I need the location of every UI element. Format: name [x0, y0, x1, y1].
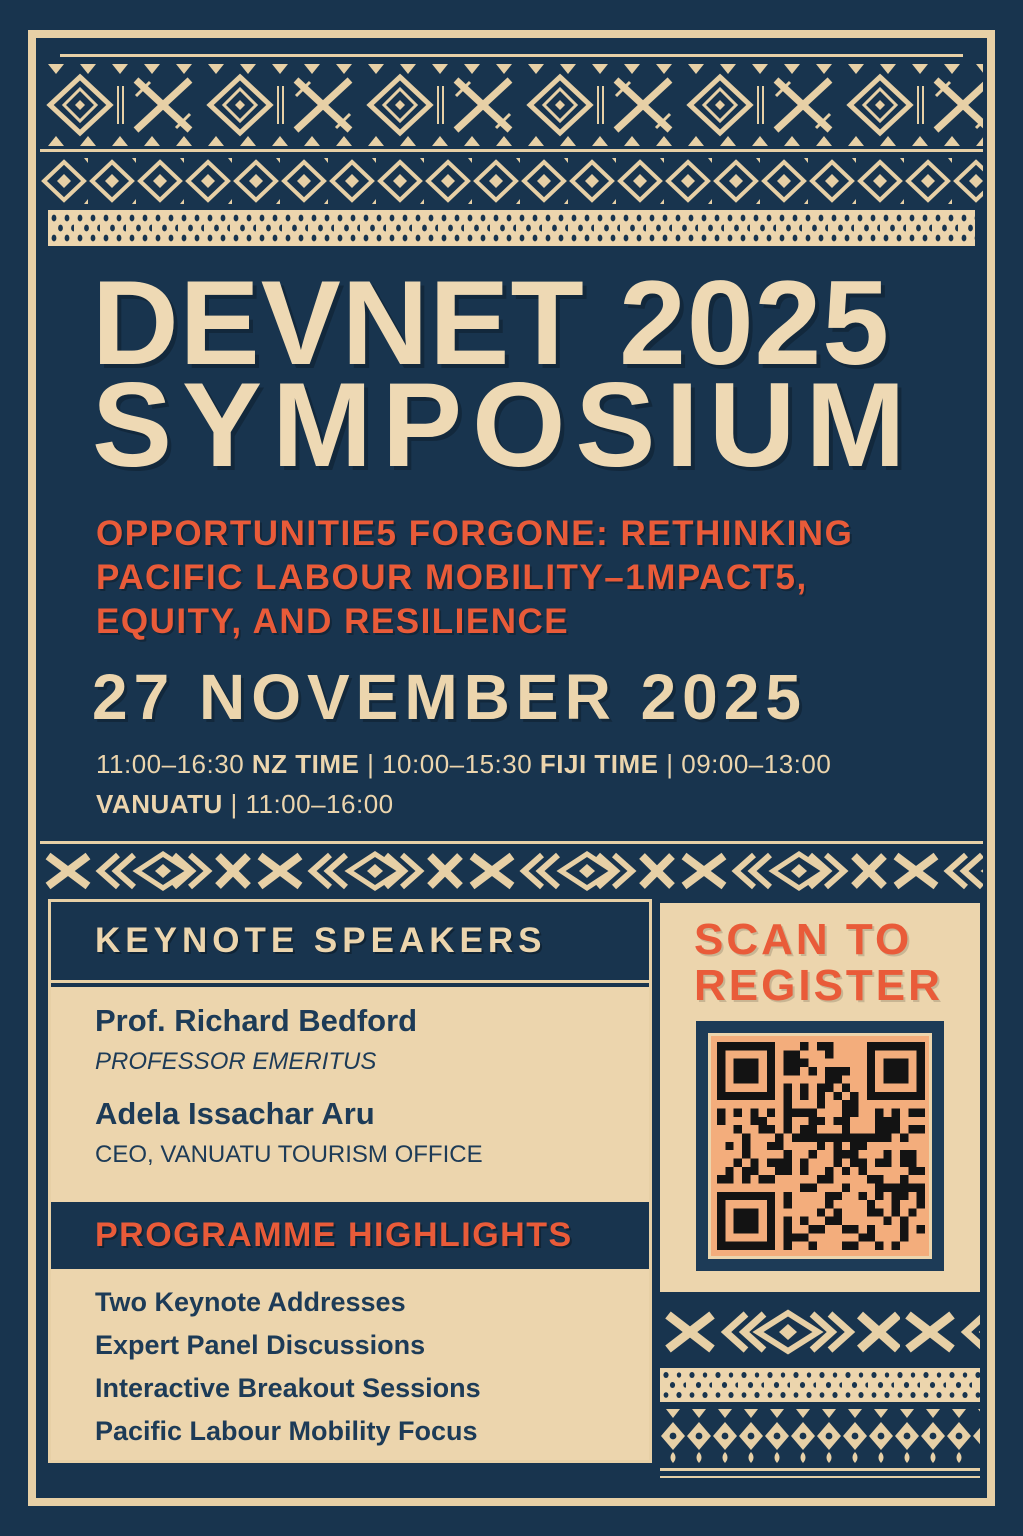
register-heading-line-2: REGISTER: [694, 961, 943, 1010]
title-line-2: SYMPOSIUM: [92, 358, 916, 492]
event-date: 27 NOVEMBER 2025: [92, 661, 807, 733]
schedule-time: | 11:00–16:00: [222, 789, 394, 819]
tapa-pattern-band-dots-right: [660, 1368, 980, 1402]
programme-highlights-panel: [51, 1269, 649, 1460]
subtitle: [96, 512, 936, 644]
tapa-pattern-band-right: [660, 1306, 980, 1358]
scan-to-register-heading: [660, 903, 980, 1009]
divider-rule-2: [40, 149, 983, 152]
schedule-zone: FIJI TIME: [539, 749, 659, 779]
subtitle-line-2: PACIFIC LABOUR MOBILITY–1MPACT5,: [96, 558, 808, 597]
tapa-pattern-band-bottom-right: [660, 1406, 980, 1464]
left-content-column: [48, 899, 652, 1463]
programme-item: Interactive Breakout Sessions: [95, 1373, 481, 1403]
speaker-name: Prof. Richard Bedford: [95, 1003, 418, 1038]
divider-rule-bottom-right: [660, 1468, 980, 1471]
page-title: [92, 256, 916, 492]
tapa-pattern-band-top: [40, 62, 983, 148]
schedule-zone: VANUATU: [96, 789, 223, 819]
programme-item: Two Keynote Addresses: [95, 1287, 406, 1317]
title-line-1: DEVNET 2025: [92, 256, 891, 390]
schedule-time: 11:00–16:30: [96, 749, 252, 779]
qr-code-background: [708, 1033, 932, 1259]
schedule-line-1: [96, 744, 956, 784]
schedule-zone: NZ TIME: [251, 749, 360, 779]
keynote-speakers-heading: [51, 902, 649, 983]
programme-item: Pacific Labour Mobility Focus: [95, 1416, 478, 1446]
speaker-name: Adela Issachar Aru: [95, 1096, 375, 1131]
spacer: [95, 1076, 633, 1096]
divider-rule-top: [60, 54, 963, 57]
keynote-speakers-heading-label: KEYNOTE SPEAKERS: [95, 921, 547, 960]
tapa-pattern-band-diamonds: [40, 158, 983, 204]
divider-rule-bottom-right-2: [660, 1476, 980, 1478]
subtitle-line-3: EQUITY, AND RESILIENCE: [96, 602, 570, 641]
tapa-pattern-band-middle: [40, 848, 983, 894]
programme-highlights-heading-label: PROGRAMME HIGHLIGHTS: [95, 1216, 573, 1254]
register-heading-line-1: SCAN TO: [694, 915, 913, 964]
schedule-time: | 10:00–15:30: [359, 749, 540, 779]
divider-rule-middle: [40, 841, 983, 844]
schedule-time: | 09:00–13:00: [658, 749, 832, 779]
schedule-line-2: [96, 784, 956, 824]
qr-code-frame: [696, 1021, 944, 1271]
speaker-role: PROFESSOR EMERITUS: [95, 1048, 377, 1075]
tapa-pattern-band-dots-top: [48, 210, 975, 246]
programme-highlights-heading: [51, 1202, 649, 1269]
keynote-speakers-panel: [51, 987, 649, 1202]
qr-code-icon: [717, 1042, 925, 1250]
register-panel: [660, 903, 980, 1292]
programme-item: Expert Panel Discussions: [95, 1330, 426, 1360]
subtitle-line-1: OPPORTUNITIE5 FORGONE: RETHINKING: [96, 514, 854, 553]
speaker-role: CEO, VANUATU TOURISM OFFICE: [95, 1141, 483, 1168]
event-schedule: [96, 744, 956, 824]
